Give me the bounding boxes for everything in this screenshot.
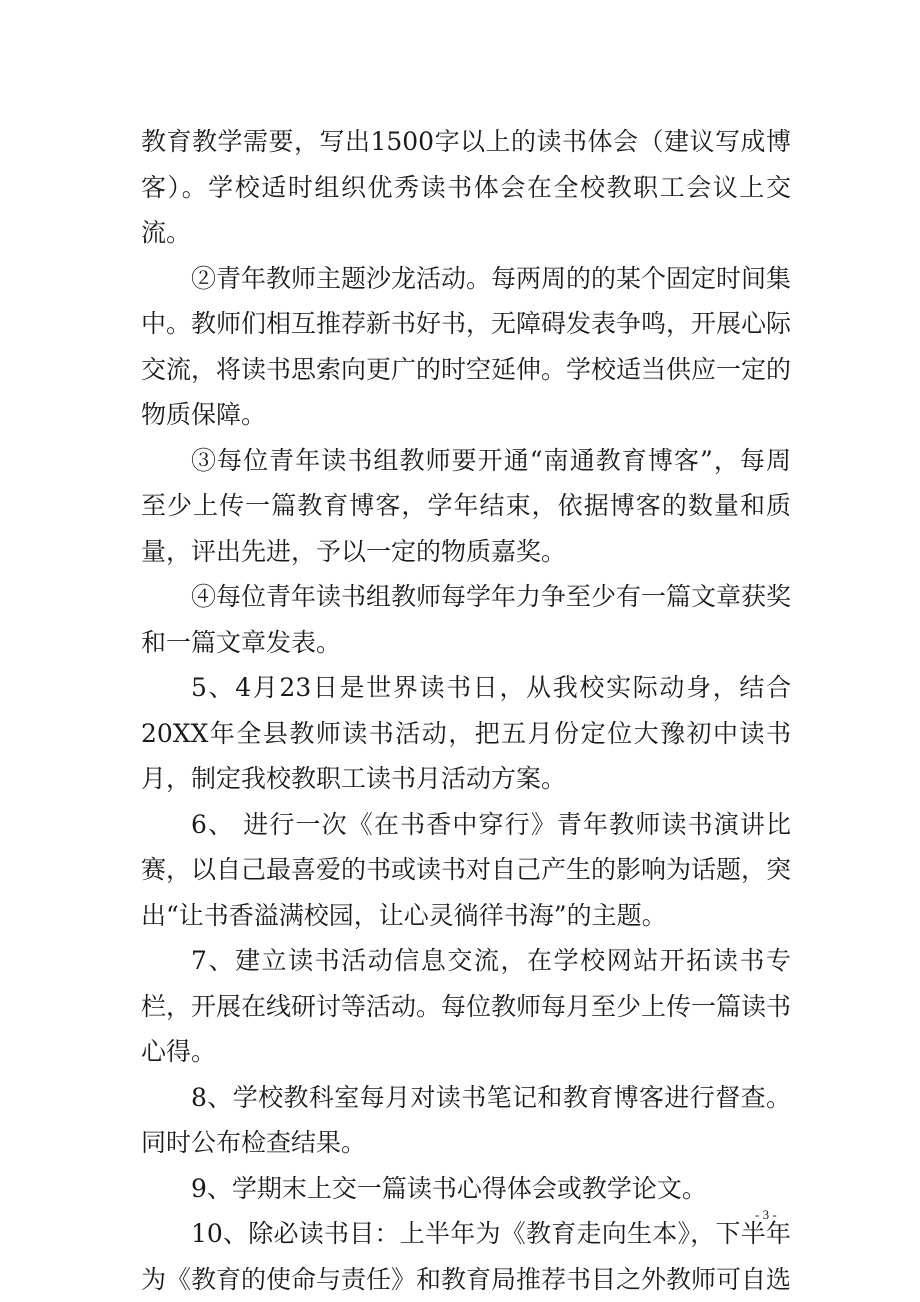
paragraph-salon-activity: ②青年教师主题沙龙活动。每两周的的某个固定时间集中。教师们相互推荐新书好书，无障碍发表争鸣，开展心际交流，将读书思索向更广的时空延伸。学校适当供应一定的物质保障。 (141, 263, 792, 429)
document-body (141, 119, 791, 1302)
paragraph-blog-requirement: ③每位青年读书组教师要开通“南通教育博客”，每周至少上传一篇教育博客，学年结束，依据博客的数量和质量，评出先进，予以一定的物质嘉奖。 (141, 445, 791, 566)
page-number: - 3 - (755, 1207, 777, 1222)
paragraph-inspection: 8、学校教科室每月对读书笔记和教育博客进行督查。同时公布检查结果。 (141, 1082, 791, 1157)
paragraph-info-exchange: 7、建立读书活动信息交流，在学校网站开拓读书专栏，开展在线研讨等活动。每位教师每月至少上传一篇读书心得。 (141, 946, 792, 1066)
paragraph-semester-paper: 9、学期末上交一篇读书心得体会或教学论文。 (191, 1173, 707, 1203)
paragraph-required-reading: 10、除必读书目：上半年为《教育走向生本》，下半年为《教育的使命与责任》和教育局推荐书目之外教师可自选 (141, 1219, 792, 1294)
paragraph-continued: 教育教学需要，写出1500字以上的读书体会（建议写成博客）。学校适时组织优秀读书体会在全校教职工会议上交流。 (141, 127, 791, 247)
paragraph-reading-day: 5、4月23日是世界读书日，从我校实际动身，结合20XX年全县教师读书活动，把五月份定位大豫初中读书月，制定我校教职工读书月活动方案。 (141, 673, 791, 793)
paragraph-speech-contest: 6、 进行一次《在书香中穿行》青年教师读书演讲比赛，以自己最喜爱的书或读书对自己产生的影响为话题，突出“让书香溢满校园，让心灵徜徉书海”的主题。 (141, 809, 792, 930)
paragraph-article-goal: ④每位青年读书组教师每学年力争至少有一篇文章获奖和一篇文章发表。 (141, 582, 792, 657)
